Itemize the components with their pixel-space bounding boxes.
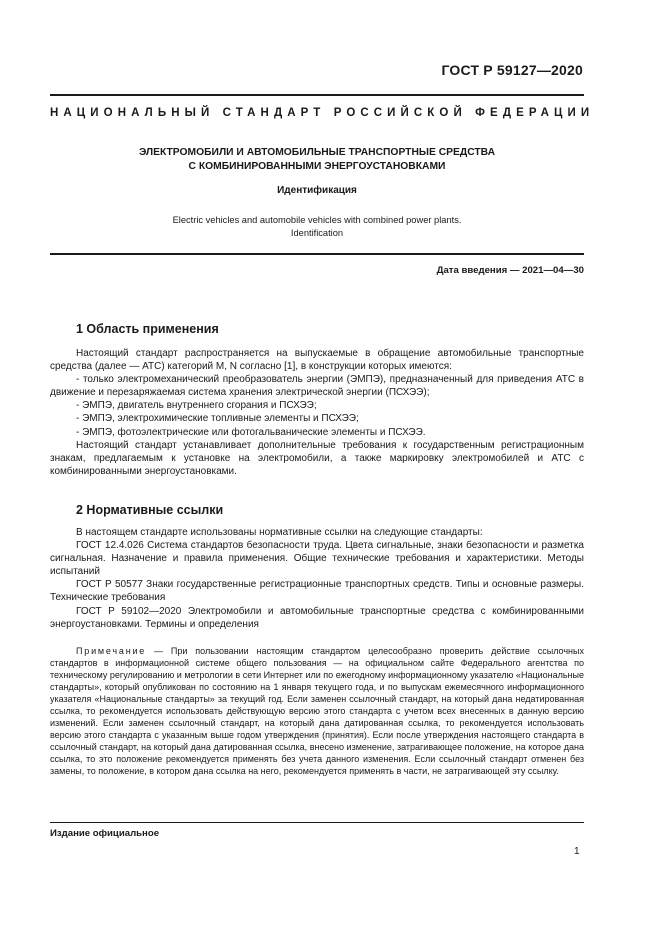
section-2-heading: 2 Нормативные ссылки: [76, 503, 224, 517]
section-1-heading: 1 Область применения: [76, 322, 219, 336]
middle-rule: [50, 253, 584, 255]
note-paragraph: [50, 645, 584, 777]
english-title-line-2: Identification: [290, 227, 344, 238]
english-title-line-1: Electric vehicles and automobile vehicles with combined power plants.: [172, 215, 462, 225]
note-label: Примечание: [76, 646, 147, 656]
reference-note: [50, 645, 584, 777]
section-1-paragraph: - ЭМПЭ, фотоэлектрические или фотогальванические элементы и ПСХЭЭ.: [76, 426, 426, 438]
section-2-paragraph: В настоящем стандарте использованы нормативные ссылки на следующие стандарты:: [76, 527, 483, 538]
introduction-date: Дата введения — 2021—04—30: [436, 265, 584, 276]
top-rule: [50, 94, 584, 96]
section-1-paragraph: - ЭМПЭ, двигатель внутреннего сгорания и ПСХЭЭ;: [76, 400, 317, 412]
english-title: [50, 214, 584, 239]
section-1-paragraph: Настоящий стандарт устанавливает дополнительные требования к государственным регистрационным знакам, предлагаемым к установке на электромобили, а также маркировку электромобилей и АТС с комбинированными энергоустановками.: [50, 439, 584, 477]
bottom-rule: [50, 822, 584, 823]
national-standard-banner: НАЦИОНАЛЬНЫЙ СТАНДАРТ РОССИЙСКОЙ ФЕДЕРАЦИИ: [50, 107, 595, 119]
section-2-paragraph: ГОСТ Р 50577 Знаки государственные регистрационные транспортных средств. Типы и основные размеры. Технические требования: [50, 579, 584, 604]
section-2-body: [50, 526, 584, 631]
note-text: — При пользовании настоящим стандартом целесообразно проверить действие ссылочных стандартов в информационной системе общего пользования — на официальном сайте Федерального агентства по техническому регулированию и метрологии в сети Интернет или по ежегодному информационному указателю «Национальные стандарты», который опубликован по состоянию на 1 января текущего года, и по выпускам ежемесячного информационного указателя «Национальные стандарты» за текущий год. Если заменен ссылочный стандарт, на который дана недатированная ссылка, то рекомендуется использовать действующую версию этого стандарта с учетом всех внесенных в данную версию изменений. Если заменен ссылочный стандарт, на который дана датированная ссылка, то рекомендуется использовать версию этого стандарта с указанным выше годом утверждения (принятия). Если после утверждения настоящего стандарта в ссылочный стандарт, на который дана датированная ссылка, внесено изменение, затрагивающее положение, на которое дана ссылка, то это положение рекомендуется применять без учета данного изменения. Если ссылочный стандарт отменен без замены, то положение, в котором дана ссылка на него, рекомендуется применять в части, не затрагивающей эту ссылку.: [50, 646, 584, 776]
document-title: [50, 146, 584, 173]
section-1-paragraph: Настоящий стандарт распространяется на выпускаемые в обращение автомобильные транспортные средства (далее — АТС) категорий М, N согласно [1], в конструкции которых имеются:: [50, 348, 584, 373]
document-number: ГОСТ Р 59127—2020: [441, 62, 583, 78]
document-subtitle: Идентификация: [277, 185, 357, 196]
section-1-body: [50, 347, 584, 478]
title-line-1: ЭЛЕКТРОМОБИЛИ И АВТОМОБИЛЬНЫЕ ТРАНСПОРТНЫЕ СРЕДСТВА: [138, 147, 496, 158]
section-1-paragraph: - только электромеханический преобразователь энергии (ЭМПЭ), предназначенный для приведения АТС в движение и перезаряжаемая система хранения электрической энергии (ПСХЭЭ);: [50, 374, 584, 399]
edition-label: Издание официальное: [50, 828, 160, 839]
section-2-paragraph: ГОСТ Р 59102—2020 Электромобили и автомобильные транспортные средства с комбинированными энергоустановками. Термины и определения: [50, 605, 584, 630]
page-number: 1: [574, 846, 580, 857]
section-1-paragraph: - ЭМПЭ, электрохимические топливные элементы и ПСХЭЭ;: [76, 413, 359, 425]
section-2-paragraph: ГОСТ 12.4.026 Система стандартов безопасности труда. Цвета сигнальные, знаки безопасности и разметка сигнальная. Назначение и правила применения. Общие технические требования и характеристики. Методы испытаний: [50, 540, 584, 578]
title-line-2: С КОМБИНИРОВАННЫМИ ЭНЕРГОУСТАНОВКАМИ: [188, 160, 446, 172]
